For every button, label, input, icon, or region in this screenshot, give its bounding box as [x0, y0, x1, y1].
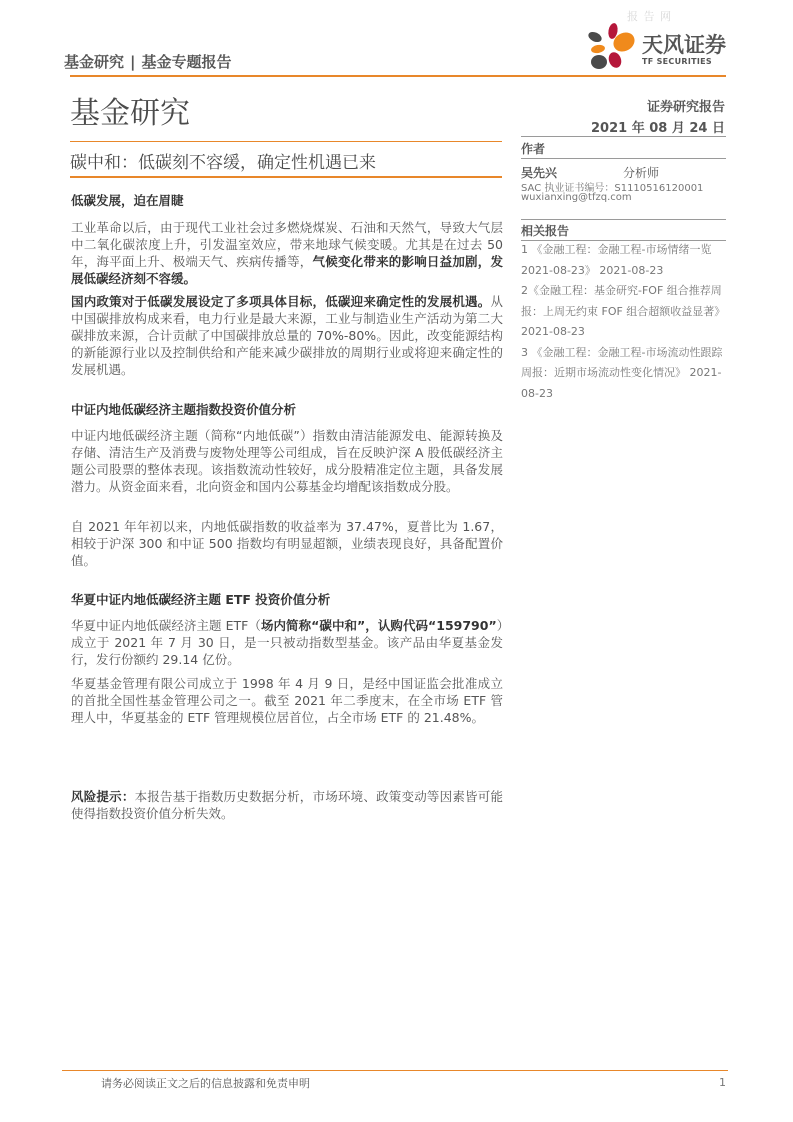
paragraph-text: 从中国碳排放构成来看，电力行业是最大来源，工业与制造业生产活动为第二大碳排放来源，合计贡献了中国碳排放总量的 70%-80%。因此，改变能源结构的新能源行业以及控制供给和产能来减少碳排放的周期行业或将迎来确定性的发展机遇。: [71, 294, 503, 377]
watermark: 报 告 网: [627, 10, 672, 23]
author-bottom-divider: [521, 158, 726, 159]
paragraph-text: 工业革命以后，由于现代工业社会过多燃烧煤炭、石油和天然气，导致大气层中二氧化碳浓度上升，引发温室效应，带来地球气候变暖。尤其是在过去 50 年，海平面上升、极端天气、疾病传播等，: [71, 220, 503, 269]
risk-text: 本报告基于指数历史数据分析，市场环境、政策变动等因素皆可能使得指数投资价值分析失效。: [71, 789, 503, 821]
author-email[interactable]: wuxianxing@tfzq.com: [521, 192, 632, 203]
footer-disclaimer: 请务必阅读正文之后的信息披露和免责申明: [101, 1077, 310, 1090]
logo-name-cn: 天风证券: [642, 33, 726, 57]
logo-petals-icon: [586, 20, 640, 72]
paragraph-text: ）成立于 2021 年 7 月 30 日，是一只被动指数型基金。该产品由华夏基金发行，发行份额约 29.14 亿份。: [71, 618, 503, 667]
section3-paragraph1: [71, 617, 503, 668]
header-divider: [70, 75, 726, 77]
section1-heading: 低碳发展，迫在眉睫: [71, 193, 184, 208]
subtitle-top-divider: [70, 141, 502, 142]
paragraph-emphasis: 国内政策对于低碳发展设定了多项具体目标，低碳迎来确定性的发展机遇。: [71, 294, 491, 309]
related-report-item[interactable]: 3 《金融工程：金融工程-市场流动性跟踪周报：近期市场流动性变化情况》 2021-08-23: [521, 345, 723, 400]
author-top-divider: [521, 136, 726, 137]
section2-heading: 中证内地低碳经济主题指数投资价值分析: [71, 402, 297, 417]
breadcrumb: [64, 51, 232, 72]
logo-name-en: TF SECURITIES: [642, 57, 712, 66]
breadcrumb-separator: |: [130, 53, 136, 71]
footer-divider: [62, 1070, 728, 1071]
section1-paragraph1: [71, 219, 503, 287]
breadcrumb-primary: 基金研究: [64, 53, 125, 71]
author-license: SAC 执业证书编号：S1110516120001: [521, 183, 704, 194]
paragraph-text: 华夏中证内地低碳经济主题 ETF（: [71, 618, 261, 633]
author-role: 分析师: [623, 166, 660, 180]
risk-warning: [71, 788, 503, 822]
author-heading: 作者: [521, 142, 546, 156]
risk-label: 风险提示：: [71, 789, 135, 804]
report-type: 证券研究报告: [646, 100, 725, 115]
section2-paragraph2: 自 2021 年年初以来，内地低碳指数的收益率为 37.47%，夏普比为 1.67，相较于沪深 300 和中证 500 指数均有明显超额，业绩表现良好，具备配置价值。: [71, 519, 503, 568]
related-report-item[interactable]: 2《金融工程：基金研究-FOF 组合推荐周报：上周无约束 FOF 组合超额收益显著》 2021-08-23: [521, 284, 726, 338]
related-report-item[interactable]: 1 《金融工程：金融工程-市场情绪一览 2021-08-23》 2021-08-23: [521, 243, 712, 277]
report-subtitle: 碳中和：低碳刻不容缓，确定性机遇已来: [70, 153, 376, 173]
author-name: 吴先兴: [521, 166, 558, 180]
section3-heading: 华夏中证内地低碳经济主题 ETF 投资价值分析: [71, 592, 331, 607]
paragraph-emphasis: 场内简称“碳中和”，认购代码“159790”: [260, 618, 497, 633]
section1-paragraph2: [71, 293, 503, 378]
section2-paragraph1: 中证内地低碳经济主题（简称“内地低碳”）指数由清洁能源发电、能源转换及存储、清洁生产及消费与废物处理等公司组成，旨在反映沪深 A 股低碳经济主题公司股票的整体表现。该指数流动性较好，成分股精准定位主题，具备发展潜力。从资金面来看，北向资金和国内公募基金均增配该指数成分股。: [71, 428, 503, 494]
related-reports-list: [521, 240, 726, 404]
page-number: 1: [719, 1076, 726, 1089]
related-reports-heading: 相关报告: [521, 224, 570, 238]
report-date: 2021 年 08 月 24 日: [591, 121, 725, 136]
page-title: 基金研究: [70, 96, 190, 131]
company-logo: [586, 20, 726, 72]
breadcrumb-secondary: 基金专题报告: [141, 53, 232, 71]
paragraph-emphasis: 气候变化带来的影响日益加剧，发展低碳经济刻不容缓。: [71, 254, 503, 286]
related-top-divider: [521, 219, 726, 220]
subtitle-bottom-divider: [70, 176, 502, 178]
section3-paragraph2: 华夏基金管理有限公司成立于 1998 年 4 月 9 日，是经中国证监会批准成立的首批全国性基金管理公司之一。截至 2021 年二季度末，在全市场 ETF 管理人中，华夏基金的 ETF 管理规模位居首位，占全市场 ETF 的 21.48%。: [71, 676, 503, 725]
